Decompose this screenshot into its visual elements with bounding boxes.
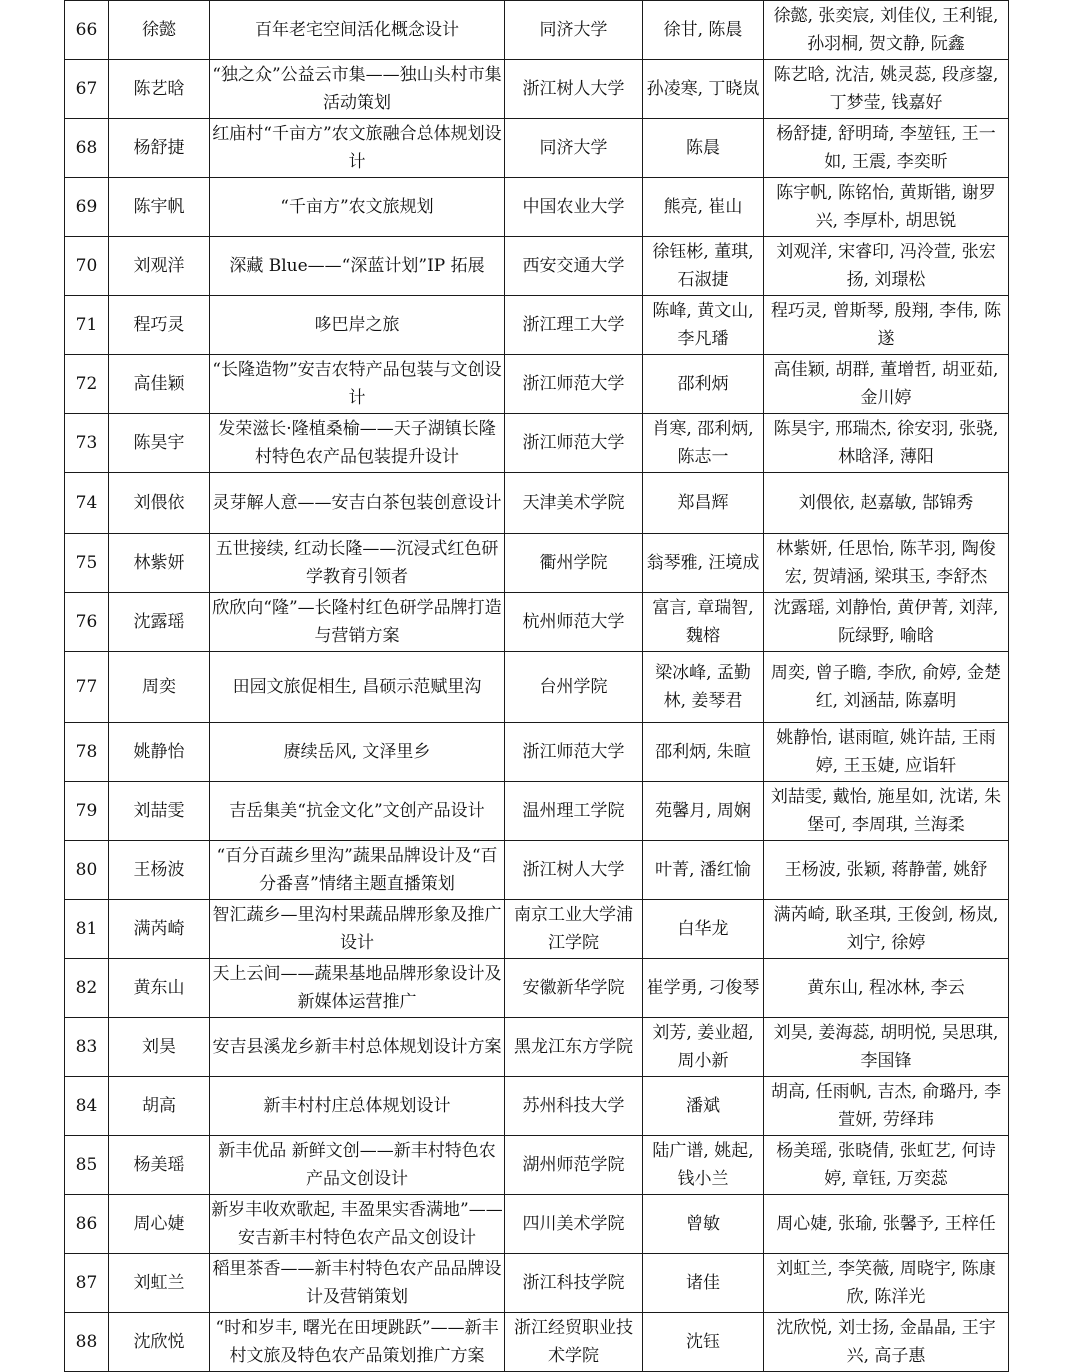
school-cell: 浙江师范大学	[505, 414, 643, 473]
project-title-cell: “长隆造物”安吉农特产品包装与文创设计	[210, 355, 505, 414]
team-members-cell: 沈欣悦, 刘士扬, 金晶晶, 王宇兴, 高子惠	[764, 1313, 1009, 1372]
project-title-cell: “独之众”公益云市集——独山头村市集活动策划	[210, 60, 505, 119]
table-row	[65, 1313, 1009, 1372]
leader-name-cell: 林紫妍	[109, 534, 210, 593]
project-title-cell: 深藏 Blue——“深蓝计划”IP 拓展	[210, 237, 505, 296]
team-members-cell: 徐懿, 张奕宸, 刘佳仪, 王利锟, 孙羽桐, 贺文静, 阮鑫	[764, 1, 1009, 60]
table-body	[65, 1, 1009, 1372]
advisors-cell: 苑馨月, 周娴	[643, 782, 764, 841]
team-members-cell: 姚静怡, 谌雨暄, 姚许喆, 王雨婷, 王玉婕, 应诣轩	[764, 723, 1009, 782]
advisors-cell: 陈晨	[643, 119, 764, 178]
row-number-cell: 79	[65, 782, 109, 841]
table-row	[65, 473, 1009, 534]
advisors-cell: 陈峰, 黄文山, 李凡璠	[643, 296, 764, 355]
project-title-cell: 吉岳集美“抗金文化”文创产品设计	[210, 782, 505, 841]
project-title-cell: 天上云间——蔬果基地品牌形象设计及新媒体运营推广	[210, 959, 505, 1018]
advisors-cell: 刘芳, 姜业超, 周小新	[643, 1018, 764, 1077]
advisors-cell: 富言, 章瑞智, 魏榕	[643, 593, 764, 652]
leader-name-cell: 刘观洋	[109, 237, 210, 296]
project-title-cell: 欣欣向“隆”—长隆村红色研学品牌打造与营销方案	[210, 593, 505, 652]
project-title-cell: 哆巴岸之旅	[210, 296, 505, 355]
school-cell: 湖州师范学院	[505, 1136, 643, 1195]
project-title-cell: 智汇蔬乡—里沟村果蔬品牌形象及推广设计	[210, 900, 505, 959]
leader-name-cell: 刘昊	[109, 1018, 210, 1077]
row-number-cell: 88	[65, 1313, 109, 1372]
row-number-cell: 82	[65, 959, 109, 1018]
row-number-cell: 78	[65, 723, 109, 782]
team-members-cell: 陈昊宇, 邢瑞杰, 徐安羽, 张骁, 林晗泽, 薄阳	[764, 414, 1009, 473]
table-row	[65, 534, 1009, 593]
row-number-cell: 87	[65, 1254, 109, 1313]
school-cell: 四川美术学院	[505, 1195, 643, 1254]
table-row	[65, 1018, 1009, 1077]
advisors-cell: 徐甘, 陈晨	[643, 1, 764, 60]
advisors-cell: 梁冰峰, 孟勤林, 姜琴君	[643, 652, 764, 723]
leader-name-cell: 杨舒捷	[109, 119, 210, 178]
team-members-cell: 满芮崎, 耿圣琪, 王俊剑, 杨岚, 刘宁, 徐婷	[764, 900, 1009, 959]
table-row	[65, 60, 1009, 119]
team-members-cell: 陈艺晗, 沈洁, 姚灵蕊, 段彦鋆, 丁梦莹, 钱嘉好	[764, 60, 1009, 119]
row-number-cell: 69	[65, 178, 109, 237]
team-members-cell: 杨舒捷, 舒明琦, 李堃钰, 王一如, 王震, 李奕昕	[764, 119, 1009, 178]
school-cell: 衢州学院	[505, 534, 643, 593]
row-number-cell: 83	[65, 1018, 109, 1077]
school-cell: 浙江经贸职业技术学院	[505, 1313, 643, 1372]
leader-name-cell: 姚静怡	[109, 723, 210, 782]
team-members-cell: 刘虹兰, 李笑薇, 周晓宇, 陈康欣, 陈洋光	[764, 1254, 1009, 1313]
project-title-cell: 赓续岳风, 文泽里乡	[210, 723, 505, 782]
team-members-cell: 周心婕, 张瑜, 张馨予, 王梓任	[764, 1195, 1009, 1254]
team-members-cell: 陈宇帆, 陈铭怡, 黄斯锴, 谢罗兴, 李厚朴, 胡思锐	[764, 178, 1009, 237]
table-row	[65, 652, 1009, 723]
team-members-cell: 程巧灵, 曾斯琴, 殷翔, 李伟, 陈遂	[764, 296, 1009, 355]
project-title-cell: “百分百蔬乡里沟”蔬果品牌设计及“百分番喜”情绪主题直播策划	[210, 841, 505, 900]
leader-name-cell: 沈露瑶	[109, 593, 210, 652]
leader-name-cell: 胡高	[109, 1077, 210, 1136]
project-list-table	[64, 0, 1009, 1372]
school-cell: 浙江师范大学	[505, 355, 643, 414]
table-row	[65, 1254, 1009, 1313]
row-number-cell: 81	[65, 900, 109, 959]
table-row	[65, 178, 1009, 237]
advisors-cell: 曾敏	[643, 1195, 764, 1254]
table-row	[65, 959, 1009, 1018]
table-row	[65, 1195, 1009, 1254]
project-title-cell: 稻里茶香——新丰村特色农产品品牌设计及营销策划	[210, 1254, 505, 1313]
project-title-cell: “千亩方”农文旅规划	[210, 178, 505, 237]
table-row	[65, 119, 1009, 178]
table-row	[65, 1, 1009, 60]
school-cell: 浙江树人大学	[505, 60, 643, 119]
project-title-cell: 发荣滋长·隆植桑榆——天子湖镇长隆村特色农产品包装提升设计	[210, 414, 505, 473]
school-cell: 同济大学	[505, 119, 643, 178]
team-members-cell: 黄东山, 程冰林, 李云	[764, 959, 1009, 1018]
project-title-cell: 百年老宅空间活化概念设计	[210, 1, 505, 60]
row-number-cell: 71	[65, 296, 109, 355]
table-row	[65, 1077, 1009, 1136]
table-row	[65, 1136, 1009, 1195]
school-cell: 安徽新华学院	[505, 959, 643, 1018]
school-cell: 西安交通大学	[505, 237, 643, 296]
table-row	[65, 782, 1009, 841]
advisors-cell: 邵利炳, 朱暄	[643, 723, 764, 782]
row-number-cell: 77	[65, 652, 109, 723]
project-title-cell: 灵芽解人意——安吉白茶包装创意设计	[210, 473, 505, 534]
table-row	[65, 841, 1009, 900]
row-number-cell: 75	[65, 534, 109, 593]
advisors-cell: 叶菁, 潘红愉	[643, 841, 764, 900]
project-title-cell: 新丰村村庄总体规划设计	[210, 1077, 505, 1136]
school-cell: 浙江理工大学	[505, 296, 643, 355]
row-number-cell: 76	[65, 593, 109, 652]
row-number-cell: 68	[65, 119, 109, 178]
school-cell: 南京工业大学浦江学院	[505, 900, 643, 959]
team-members-cell: 刘喆雯, 戴怡, 施星如, 沈诺, 朱堡可, 李周琪, 兰海柔	[764, 782, 1009, 841]
team-members-cell: 沈露瑶, 刘静怡, 黄伊菁, 刘萍, 阮绿野, 喻晗	[764, 593, 1009, 652]
row-number-cell: 86	[65, 1195, 109, 1254]
advisors-cell: 邵利炳	[643, 355, 764, 414]
school-cell: 天津美术学院	[505, 473, 643, 534]
table-row	[65, 900, 1009, 959]
project-title-cell: 新丰优品 新鲜文创——新丰村特色农产品文创设计	[210, 1136, 505, 1195]
school-cell: 浙江师范大学	[505, 723, 643, 782]
leader-name-cell: 程巧灵	[109, 296, 210, 355]
leader-name-cell: 刘喆雯	[109, 782, 210, 841]
leader-name-cell: 刘偎依	[109, 473, 210, 534]
leader-name-cell: 刘虹兰	[109, 1254, 210, 1313]
school-cell: 杭州师范大学	[505, 593, 643, 652]
leader-name-cell: 徐懿	[109, 1, 210, 60]
leader-name-cell: 沈欣悦	[109, 1313, 210, 1372]
table-row	[65, 296, 1009, 355]
school-cell: 苏州科技大学	[505, 1077, 643, 1136]
team-members-cell: 王杨波, 张颖, 蒋静蕾, 姚舒	[764, 841, 1009, 900]
advisors-cell: 熊亮, 崔山	[643, 178, 764, 237]
school-cell: 温州理工学院	[505, 782, 643, 841]
team-members-cell: 高佳颖, 胡群, 董增哲, 胡亚茹, 金川婷	[764, 355, 1009, 414]
advisors-cell: 潘斌	[643, 1077, 764, 1136]
project-title-cell: 安吉县溪龙乡新丰村总体规划设计方案	[210, 1018, 505, 1077]
leader-name-cell: 周心婕	[109, 1195, 210, 1254]
row-number-cell: 85	[65, 1136, 109, 1195]
advisors-cell: 翁琴雅, 汪境成	[643, 534, 764, 593]
advisors-cell: 沈钰	[643, 1313, 764, 1372]
row-number-cell: 72	[65, 355, 109, 414]
row-number-cell: 80	[65, 841, 109, 900]
project-title-cell: 红庙村“千亩方”农文旅融合总体规划设计	[210, 119, 505, 178]
row-number-cell: 84	[65, 1077, 109, 1136]
project-title-cell: 五世接续, 红动长隆——沉浸式红色研学教育引领者	[210, 534, 505, 593]
advisors-cell: 孙凌寒, 丁晓岚	[643, 60, 764, 119]
leader-name-cell: 王杨波	[109, 841, 210, 900]
row-number-cell: 70	[65, 237, 109, 296]
leader-name-cell: 周奕	[109, 652, 210, 723]
project-title-cell: 新岁丰收欢歌起, 丰盈果实香满地”——安吉新丰村特色农产品文创设计	[210, 1195, 505, 1254]
advisors-cell: 肖寒, 邵利炳, 陈志一	[643, 414, 764, 473]
school-cell: 黑龙江东方学院	[505, 1018, 643, 1077]
advisors-cell: 白华龙	[643, 900, 764, 959]
leader-name-cell: 陈昊宇	[109, 414, 210, 473]
leader-name-cell: 高佳颖	[109, 355, 210, 414]
project-title-cell: 田园文旅促相生, 昌硕示范赋里沟	[210, 652, 505, 723]
table-row	[65, 355, 1009, 414]
team-members-cell: 刘昊, 姜海蕊, 胡明悦, 吴思琪, 李国锋	[764, 1018, 1009, 1077]
school-cell: 中国农业大学	[505, 178, 643, 237]
school-cell: 浙江树人大学	[505, 841, 643, 900]
advisors-cell: 诸佳	[643, 1254, 764, 1313]
advisors-cell: 徐钰彬, 董琪, 石淑捷	[643, 237, 764, 296]
advisors-cell: 崔学勇, 刁俊琴	[643, 959, 764, 1018]
row-number-cell: 74	[65, 473, 109, 534]
school-cell: 台州学院	[505, 652, 643, 723]
school-cell: 浙江科技学院	[505, 1254, 643, 1313]
advisors-cell: 郑昌辉	[643, 473, 764, 534]
row-number-cell: 73	[65, 414, 109, 473]
team-members-cell: 周奕, 曾子瞻, 李欣, 俞婷, 金楚红, 刘涵喆, 陈嘉明	[764, 652, 1009, 723]
team-members-cell: 杨美瑶, 张晓倩, 张虹艺, 何诗婷, 章钰, 万奕蕊	[764, 1136, 1009, 1195]
leader-name-cell: 杨美瑶	[109, 1136, 210, 1195]
leader-name-cell: 陈宇帆	[109, 178, 210, 237]
table-row	[65, 414, 1009, 473]
row-number-cell: 66	[65, 1, 109, 60]
leader-name-cell: 满芮崎	[109, 900, 210, 959]
row-number-cell: 67	[65, 60, 109, 119]
team-members-cell: 林紫妍, 任思怡, 陈芊羽, 陶俊宏, 贺靖涵, 梁琪玉, 李舒杰	[764, 534, 1009, 593]
advisors-cell: 陆广谱, 姚起, 钱小兰	[643, 1136, 764, 1195]
table-row	[65, 723, 1009, 782]
table-row	[65, 593, 1009, 652]
school-cell: 同济大学	[505, 1, 643, 60]
leader-name-cell: 陈艺晗	[109, 60, 210, 119]
project-title-cell: “时和岁丰, 曙光在田埂跳跃”——新丰村文旅及特色农产品策划推广方案	[210, 1313, 505, 1372]
team-members-cell: 胡高, 任雨帆, 吉杰, 俞璐丹, 李萱妍, 劳绎玮	[764, 1077, 1009, 1136]
leader-name-cell: 黄东山	[109, 959, 210, 1018]
table-row	[65, 237, 1009, 296]
team-members-cell: 刘偎依, 赵嘉敏, 郜锦秀	[764, 473, 1009, 534]
team-members-cell: 刘观洋, 宋睿印, 冯泠萱, 张宏扬, 刘璟松	[764, 237, 1009, 296]
